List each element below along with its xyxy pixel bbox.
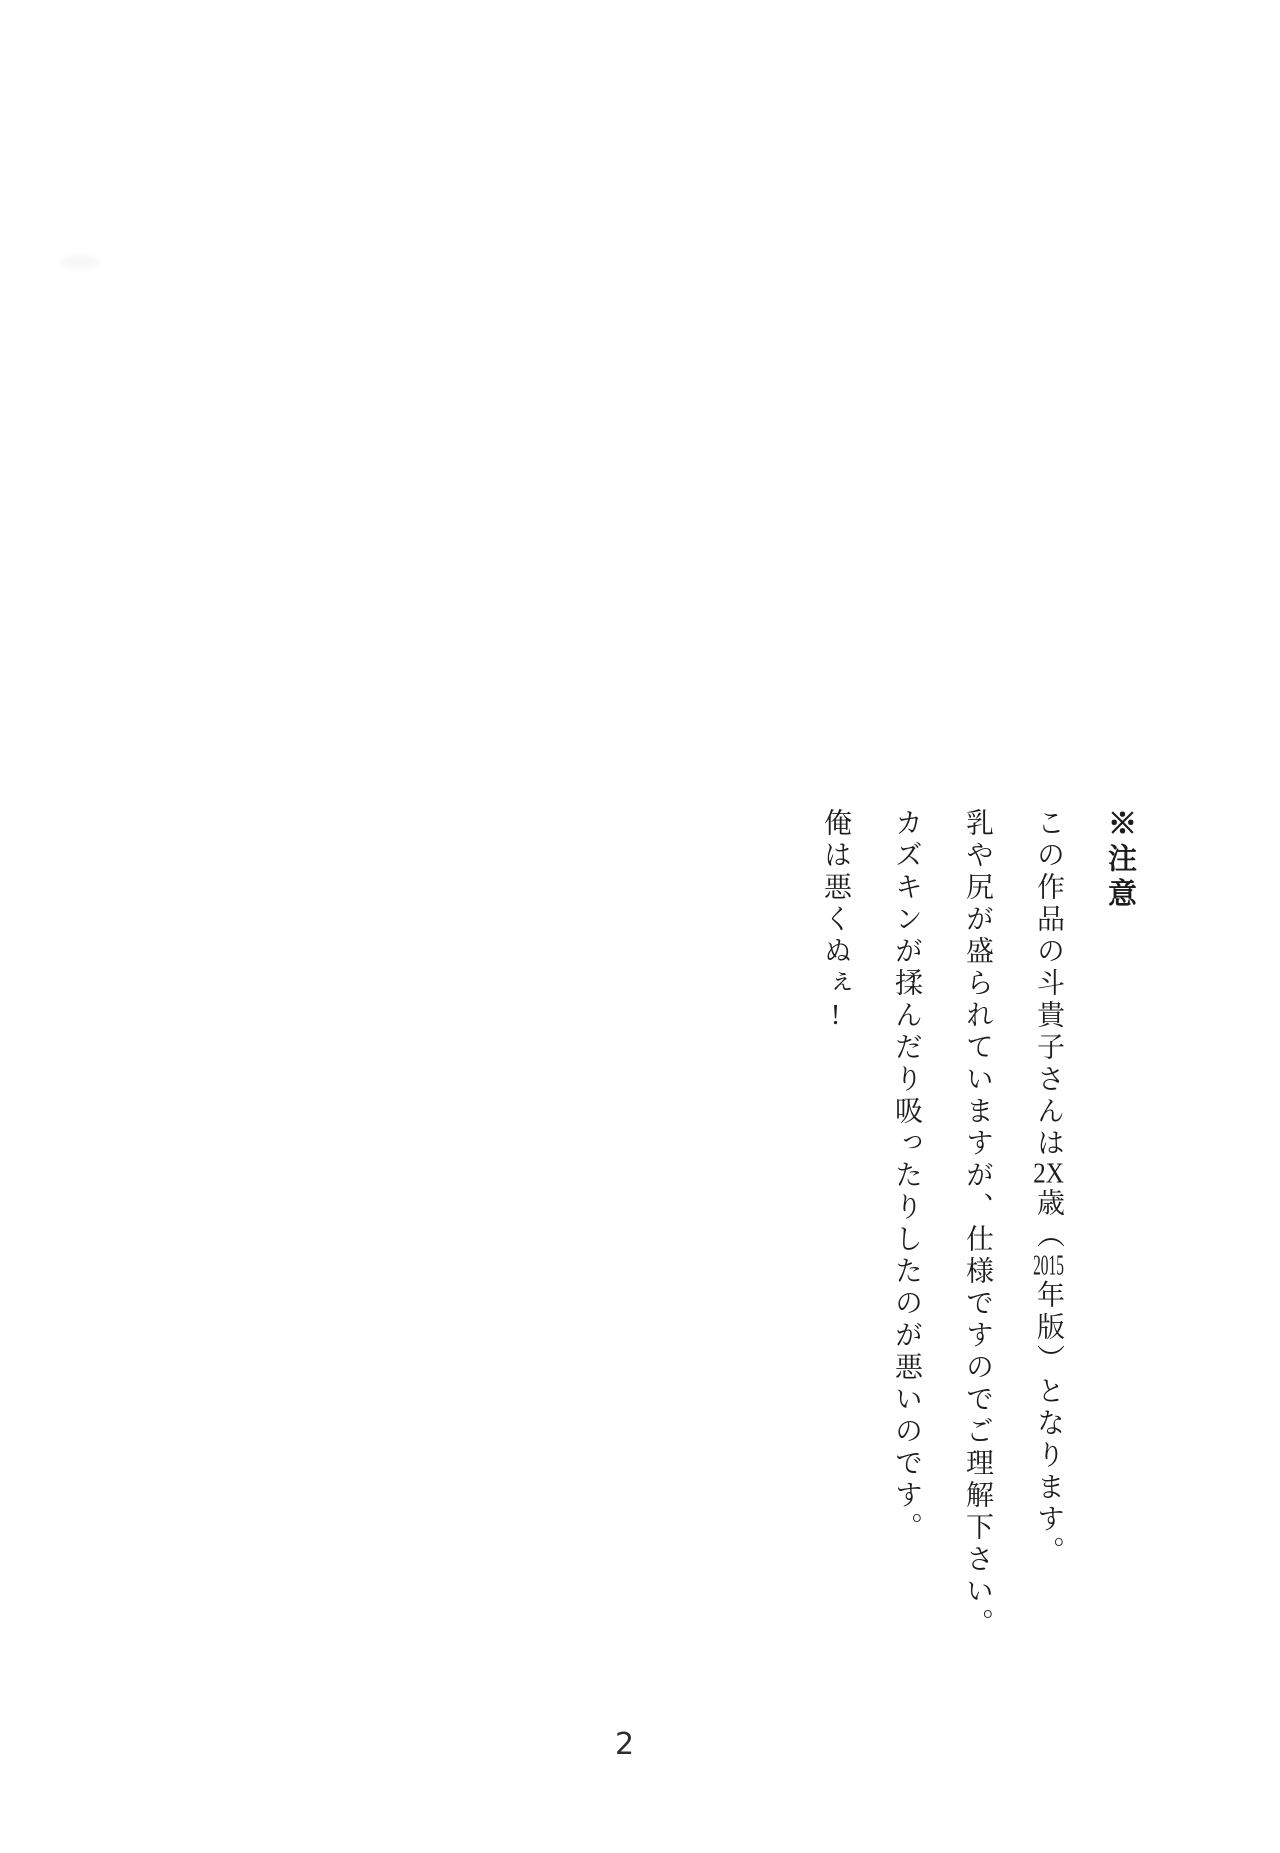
tate-chu-yoko-digits: 2X xyxy=(1033,1160,1064,1188)
notice-text-segment: この作品の斗貴子さんは xyxy=(1033,808,1064,1160)
notice-text-segment: 乳や尻が盛られていますが、仕様ですのでご理解下さい。 xyxy=(962,808,993,1640)
scan-smudge xyxy=(60,255,100,269)
notice-heading: ※注意 xyxy=(1104,808,1136,913)
notice-block xyxy=(800,808,1155,1653)
notice-line xyxy=(942,808,1013,1653)
notice-text-segment: カズキンが揉んだり吸ったりしたのが悪いのです。 xyxy=(891,808,922,1544)
tate-chu-yoko-digits: 2015 xyxy=(1033,1252,1064,1280)
notice-line xyxy=(871,808,942,1653)
notice-line xyxy=(800,808,871,1653)
notice-text-segment: 年版︶となります。 xyxy=(1033,1280,1064,1568)
notice-lines xyxy=(800,808,1084,1653)
notice-text-segment: 歳︵ xyxy=(1033,1188,1064,1252)
notice-line xyxy=(1013,808,1084,1653)
page-number: 2 xyxy=(615,1727,635,1762)
notice-text-segment: 俺は悪くぬぇ! xyxy=(820,808,851,1035)
